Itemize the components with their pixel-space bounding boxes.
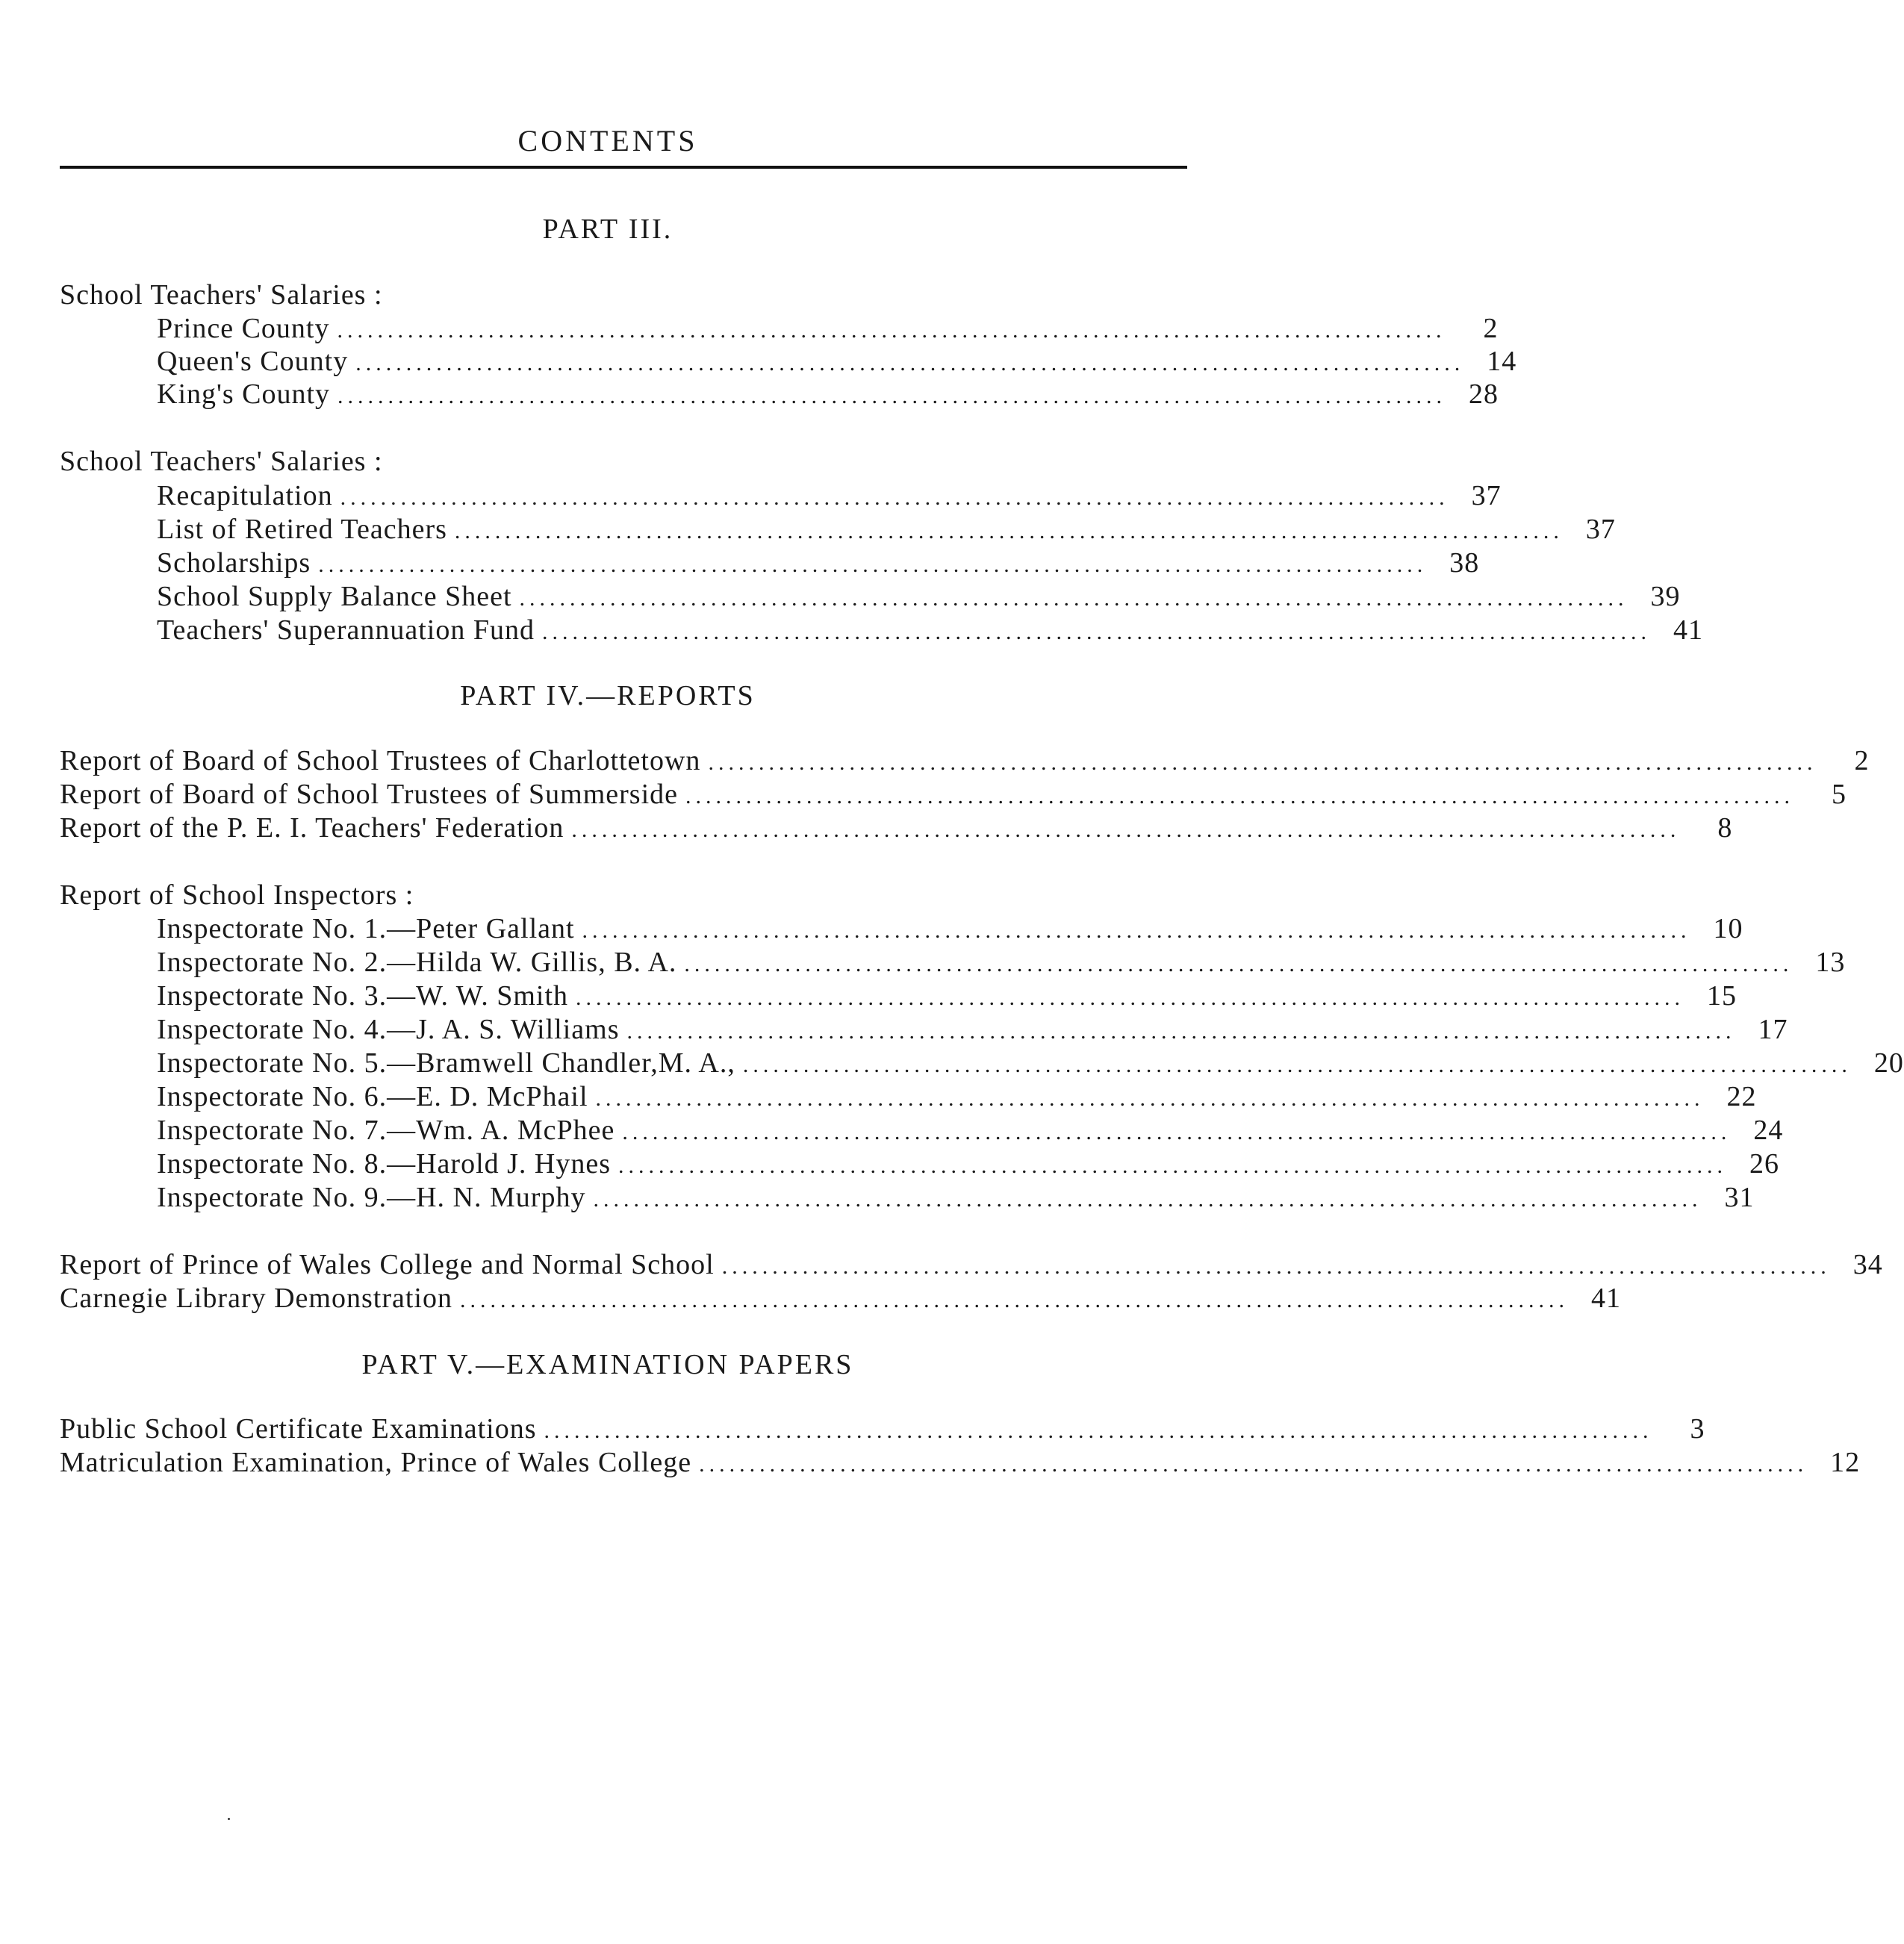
toc-entry-page: 34 xyxy=(1852,1249,1883,1280)
toc-entry-label: Inspectorate No. 8.—Harold J. Hynes xyxy=(157,1148,612,1180)
dot-leader: .............................................................................................................. xyxy=(582,918,1691,943)
toc-entry-page: 22 xyxy=(1726,1081,1757,1112)
toc-entry xyxy=(60,778,1847,811)
toc-entry-page: 26 xyxy=(1749,1148,1780,1180)
toc-entry-page: 2 xyxy=(1483,313,1499,344)
dot-leader: .............................................................................................................. xyxy=(699,1452,1808,1477)
toc-entry-label: Inspectorate No. 3.—W. W. Smith xyxy=(157,980,568,1012)
toc-entry-label: List of Retired Teachers xyxy=(157,514,447,545)
toc-entry xyxy=(157,614,1703,647)
toc-entry xyxy=(60,744,1870,777)
toc-entry-page: 17 xyxy=(1758,1014,1788,1045)
dot-leader: .............................................................................................................. xyxy=(519,586,1628,611)
toc-entry xyxy=(157,513,1616,546)
stray-mark xyxy=(228,1818,230,1820)
toc-entry-page: 15 xyxy=(1707,980,1737,1012)
dot-leader: .............................................................................................................. xyxy=(622,1120,1732,1144)
toc-entry xyxy=(157,1047,1904,1080)
toc-entry xyxy=(157,479,1502,512)
toc-entry-page: 3 xyxy=(1690,1413,1705,1445)
part-5-heading: PART V.—EXAMINATION PAPERS xyxy=(361,1349,854,1380)
toc-entry xyxy=(60,811,1733,844)
toc-entry-label: Recapitulation xyxy=(157,480,333,511)
dot-leader: .............................................................................................................. xyxy=(618,1153,1728,1178)
dot-leader: .............................................................................................................. xyxy=(459,1288,1569,1312)
toc-entry xyxy=(60,1282,1621,1315)
toc-entry-page: 41 xyxy=(1590,1283,1621,1314)
toc-entry-page: 2 xyxy=(1854,745,1870,776)
dot-leader: .............................................................................................................. xyxy=(708,750,1817,775)
toc-entry-label: Teachers' Superannuation Fund xyxy=(157,614,535,646)
dot-leader: .............................................................................................................. xyxy=(576,985,1684,1010)
dot-leader: .............................................................................................................. xyxy=(318,552,1428,577)
toc-entry-label: Public School Certificate Examinations xyxy=(60,1413,537,1445)
toc-entry xyxy=(157,378,1499,411)
toc-entry-label: Inspectorate No. 7.—Wm. A. McPhee xyxy=(157,1115,615,1146)
toc-entry-page: 31 xyxy=(1724,1182,1755,1213)
toc-entry-page: 37 xyxy=(1585,514,1616,545)
toc-entry-label: School Supply Balance Sheet xyxy=(157,581,512,612)
toc-entry-label: Matriculation Examination, Prince of Wales College xyxy=(60,1447,692,1478)
salaries-heading-2: School Teachers' Salaries : xyxy=(60,446,383,477)
dot-leader: .............................................................................................................. xyxy=(685,784,1795,809)
toc-entry-label: Carnegie Library Demonstration xyxy=(60,1283,452,1314)
toc-entry xyxy=(60,1446,1861,1479)
dot-leader: .............................................................................................................. xyxy=(544,1418,1653,1443)
toc-entry-label: Inspectorate No. 2.—Hilda W. Gillis, B. A. xyxy=(157,947,677,978)
salaries-heading-1: School Teachers' Salaries : xyxy=(60,279,383,311)
toc-entry xyxy=(157,1013,1788,1046)
dot-leader: .............................................................................................................. xyxy=(571,817,1681,842)
toc-entry xyxy=(60,1248,1883,1281)
toc-entry-page: 38 xyxy=(1449,547,1480,579)
dot-leader: .............................................................................................................. xyxy=(340,485,1449,510)
dot-leader: .............................................................................................................. xyxy=(626,1019,1736,1044)
toc-entry xyxy=(157,546,1480,579)
toc-entry-page: 24 xyxy=(1753,1115,1784,1146)
toc-entry xyxy=(157,1181,1755,1214)
toc-entry-label: Inspectorate No. 6.—E. D. McPhail xyxy=(157,1081,588,1112)
dot-leader: .............................................................................................................. xyxy=(337,384,1447,408)
toc-entry xyxy=(157,979,1737,1012)
toc-entry-label: Inspectorate No. 1.—Peter Gallant xyxy=(157,913,575,944)
toc-entry-page: 20 xyxy=(1873,1047,1904,1079)
dot-leader: .............................................................................................................. xyxy=(355,351,1465,376)
page-title: CONTENTS xyxy=(517,124,698,158)
toc-entry xyxy=(157,946,1846,979)
toc-entry-label: Scholarships xyxy=(157,547,311,579)
toc-entry-page: 41 xyxy=(1673,614,1703,646)
part-3-heading: PART III. xyxy=(542,214,673,245)
toc-entry-page: 8 xyxy=(1717,812,1733,844)
inspectors-heading: Report of School Inspectors : xyxy=(60,879,414,911)
part-4-heading: PART IV.—REPORTS xyxy=(460,680,756,711)
toc-entry-page: 37 xyxy=(1471,480,1502,511)
toc-entry xyxy=(60,1412,1705,1445)
toc-entry xyxy=(157,312,1499,345)
toc-entry xyxy=(157,1114,1784,1147)
dot-leader: .............................................................................................................. xyxy=(684,952,1793,976)
toc-entry xyxy=(157,1147,1780,1180)
toc-entry-page: 12 xyxy=(1830,1447,1861,1478)
dot-leader: .............................................................................................................. xyxy=(541,620,1651,644)
dot-leader: .............................................................................................................. xyxy=(595,1086,1705,1111)
toc-entry-label: Report of Board of School Trustees of Summerside xyxy=(60,779,679,810)
toc-entry-label: Report of Prince of Wales College and Normal School xyxy=(60,1249,715,1280)
toc-entry-page: 10 xyxy=(1713,913,1743,944)
toc-entry-label: Prince County xyxy=(157,313,330,344)
toc-entry-page: 13 xyxy=(1815,947,1846,978)
toc-entry xyxy=(157,912,1743,945)
toc-entry-label: King's County xyxy=(157,378,331,410)
toc-entry-page: 39 xyxy=(1650,581,1681,612)
toc-entry-label: Inspectorate No. 9.—H. N. Murphy xyxy=(157,1182,586,1213)
dot-leader: .............................................................................................................. xyxy=(337,318,1446,343)
toc-entry-label: Report of the P. E. I. Teachers' Federation xyxy=(60,812,564,844)
toc-entry-label: Inspectorate No. 4.—J. A. S. Williams xyxy=(157,1014,620,1045)
dot-leader: .............................................................................................................. xyxy=(454,519,1564,543)
dot-leader: .............................................................................................................. xyxy=(721,1254,1831,1279)
toc-entry xyxy=(157,1080,1757,1113)
title-rule xyxy=(60,166,1187,169)
toc-entry-page: 28 xyxy=(1469,378,1499,410)
toc-entry-label: Queen's County xyxy=(157,346,349,377)
dot-leader: .............................................................................................................. xyxy=(593,1187,1702,1212)
toc-entry xyxy=(157,580,1681,613)
toc-entry-page: 5 xyxy=(1832,779,1847,810)
toc-entry xyxy=(157,345,1517,378)
toc-entry-page: 14 xyxy=(1487,346,1517,377)
dot-leader: .............................................................................................................. xyxy=(742,1053,1852,1077)
toc-entry-label: Report of Board of School Trustees of Charlottetown xyxy=(60,745,701,776)
toc-entry-label: Inspectorate No. 5.—Bramwell Chandler,M. A., xyxy=(157,1047,735,1079)
